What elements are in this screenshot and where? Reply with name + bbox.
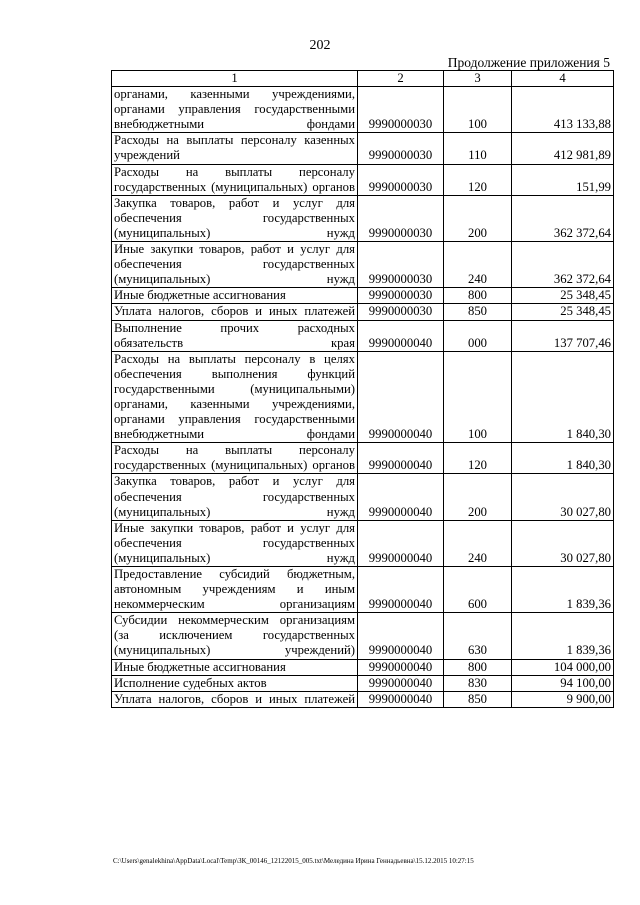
row-expense-type: 800 <box>444 288 512 304</box>
row-target-code: 9990000030 <box>358 288 444 304</box>
row-target-code: 9990000040 <box>358 613 444 659</box>
table-row <box>112 288 614 304</box>
row-amount: 1 839,36 <box>512 567 614 613</box>
budget-table <box>111 70 614 708</box>
row-amount: 412 981,89 <box>512 133 614 164</box>
column-header-4: 4 <box>512 71 614 87</box>
row-amount: 25 348,45 <box>512 304 614 320</box>
row-target-code: 9990000040 <box>358 443 444 474</box>
row-expense-type: 120 <box>444 164 512 195</box>
row-expense-type: 630 <box>444 613 512 659</box>
row-expense-type: 120 <box>444 443 512 474</box>
row-amount: 1 839,36 <box>512 613 614 659</box>
row-amount: 25 348,45 <box>512 288 614 304</box>
row-name: Исполнение судебных актов <box>112 675 358 691</box>
table-row <box>112 133 614 164</box>
row-expense-type: 240 <box>444 520 512 566</box>
table-row <box>112 195 614 241</box>
row-name: Иные закупки товаров, работ и услуг для обеспечения государственных (муниципальных) нужд <box>112 242 358 288</box>
row-target-code: 9990000030 <box>358 87 444 133</box>
column-header-3: 3 <box>444 71 512 87</box>
row-target-code: 9990000040 <box>358 320 444 351</box>
row-expense-type: 200 <box>444 474 512 520</box>
row-name: Субсидии некоммерческим организациям (за исключением государственных (муниципальных) учреждений) <box>112 613 358 659</box>
row-name: Иные бюджетные ассигнования <box>112 659 358 675</box>
row-name: Расходы на выплаты персоналу государственных (муниципальных) органов <box>112 164 358 195</box>
column-header-1: 1 <box>112 71 358 87</box>
row-expense-type: 200 <box>444 195 512 241</box>
table-row <box>112 87 614 133</box>
table-row <box>112 351 614 443</box>
row-amount: 151,99 <box>512 164 614 195</box>
row-expense-type: 600 <box>444 567 512 613</box>
row-target-code: 9990000030 <box>358 195 444 241</box>
row-name: Расходы на выплаты персоналу казенных учреждений <box>112 133 358 164</box>
row-target-code: 9990000030 <box>358 133 444 164</box>
row-amount: 104 000,00 <box>512 659 614 675</box>
row-name: Уплата налогов, сборов и иных платежей <box>112 691 358 707</box>
table-row <box>112 567 614 613</box>
table-row <box>112 304 614 320</box>
table-header-row <box>112 71 614 87</box>
row-expense-type: 000 <box>444 320 512 351</box>
table-row <box>112 443 614 474</box>
row-amount: 1 840,30 <box>512 443 614 474</box>
row-name: органами, казенными учреждениями, органами управления государственными внебюджетными фондами <box>112 87 358 133</box>
row-expense-type: 240 <box>444 242 512 288</box>
row-name: Расходы на выплаты персоналу государственных (муниципальных) органов <box>112 443 358 474</box>
row-target-code: 9990000040 <box>358 520 444 566</box>
row-target-code: 9990000030 <box>358 164 444 195</box>
row-name: Закупка товаров, работ и услуг для обеспечения государственных (муниципальных) нужд <box>112 474 358 520</box>
row-amount: 137 707,46 <box>512 320 614 351</box>
row-expense-type: 850 <box>444 691 512 707</box>
row-name: Уплата налогов, сборов и иных платежей <box>112 304 358 320</box>
row-amount: 1 840,30 <box>512 351 614 443</box>
row-target-code: 9990000040 <box>358 691 444 707</box>
row-name: Расходы на выплаты персоналу в целях обеспечения выполнения функций государственными (муниципальными) органами, казенными учреждениями, органами управления государственными внебюджетными фондами <box>112 351 358 443</box>
row-name: Выполнение прочих расходных обязательств края <box>112 320 358 351</box>
row-name: Иные закупки товаров, работ и услуг для обеспечения государственных (муниципальных) нужд <box>112 520 358 566</box>
row-expense-type: 110 <box>444 133 512 164</box>
row-target-code: 9990000040 <box>358 567 444 613</box>
table-row <box>112 691 614 707</box>
row-name: Иные бюджетные ассигнования <box>112 288 358 304</box>
row-name: Закупка товаров, работ и услуг для обеспечения государственных (муниципальных) нужд <box>112 195 358 241</box>
row-expense-type: 830 <box>444 675 512 691</box>
row-target-code: 9990000040 <box>358 351 444 443</box>
row-target-code: 9990000040 <box>358 659 444 675</box>
row-expense-type: 100 <box>444 87 512 133</box>
table-row <box>112 474 614 520</box>
table-row <box>112 242 614 288</box>
row-name: Предоставление субсидий бюджетным, автономным учреждениям и иным некоммерческим организациям <box>112 567 358 613</box>
footer-file-path: C:\Users\genalekhina\AppData\Local\Temp\ЗК_00146_12122015_005.txt\Меледина Ирина Геннадьевна\15.12.2015 10:27:15 <box>113 857 474 865</box>
row-amount: 94 100,00 <box>512 675 614 691</box>
row-amount: 30 027,80 <box>512 474 614 520</box>
row-target-code: 9990000040 <box>358 675 444 691</box>
row-expense-type: 800 <box>444 659 512 675</box>
column-header-2: 2 <box>358 71 444 87</box>
table-row <box>112 613 614 659</box>
table-row <box>112 320 614 351</box>
page-number: 202 <box>309 38 331 53</box>
continuation-label: Продолжение приложения 5 <box>447 55 610 70</box>
row-amount: 362 372,64 <box>512 242 614 288</box>
table-row <box>112 675 614 691</box>
row-amount: 413 133,88 <box>512 87 614 133</box>
row-target-code: 9990000040 <box>358 474 444 520</box>
row-expense-type: 850 <box>444 304 512 320</box>
table-row <box>112 659 614 675</box>
row-target-code: 9990000030 <box>358 304 444 320</box>
row-expense-type: 100 <box>444 351 512 443</box>
row-amount: 9 900,00 <box>512 691 614 707</box>
table-row <box>112 520 614 566</box>
row-amount: 30 027,80 <box>512 520 614 566</box>
row-amount: 362 372,64 <box>512 195 614 241</box>
row-target-code: 9990000030 <box>358 242 444 288</box>
table-row <box>112 164 614 195</box>
